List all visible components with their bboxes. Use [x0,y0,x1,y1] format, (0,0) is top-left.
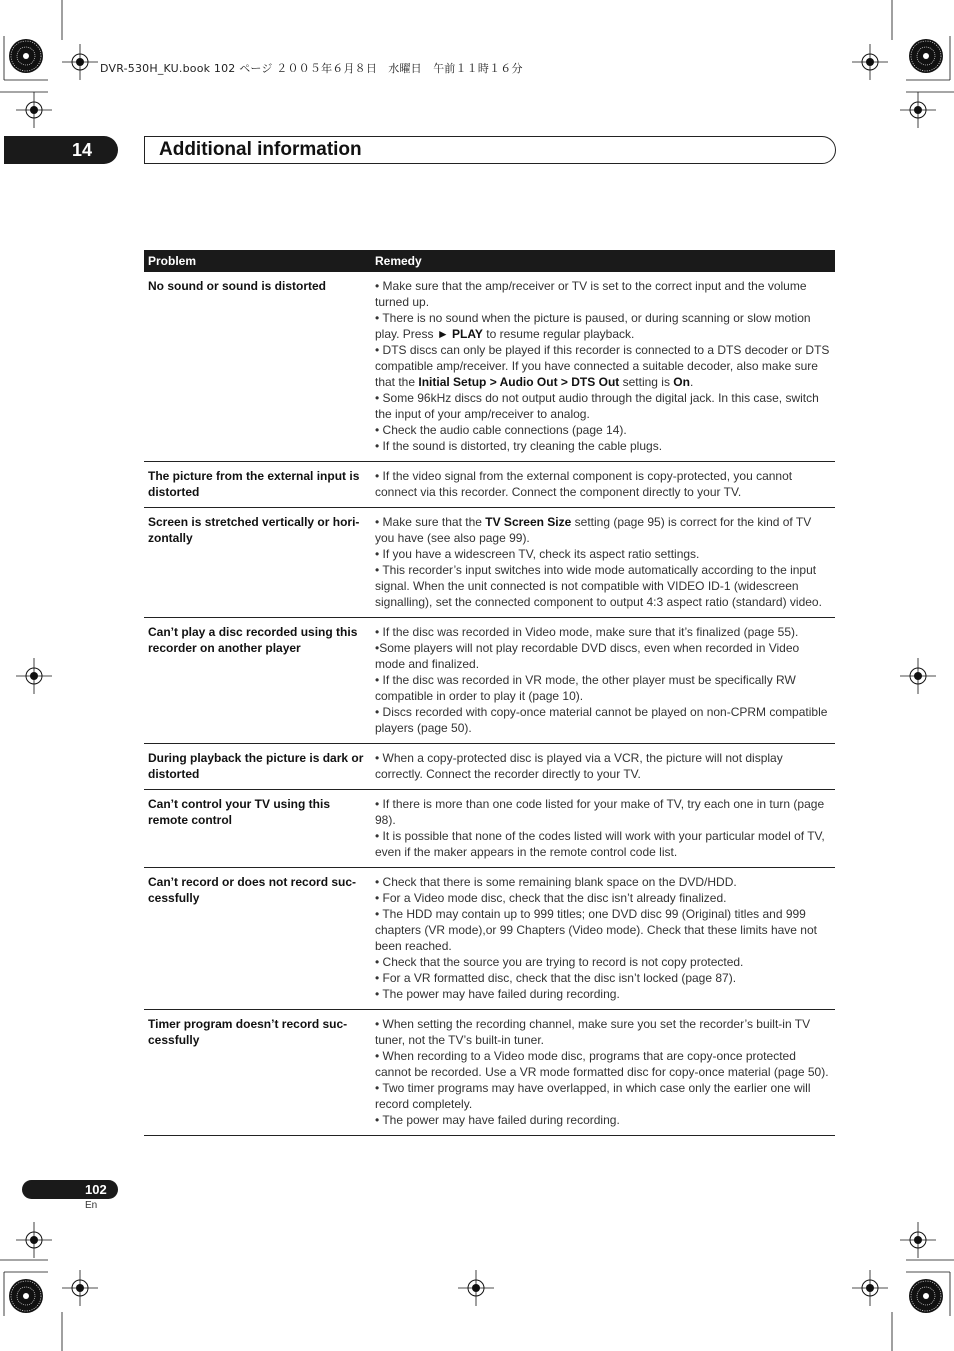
chapter-title-box [144,136,836,164]
remedy-text: • If there is more than one code listed for your make of TV, try each one in turn (page 98). [375,797,825,827]
remedy-emphasis: Initial Setup > Audio Out > DTS Out [418,375,620,389]
remedy-item [375,468,830,500]
remedy-item [375,342,830,390]
remedy-text: • Make sure that the [375,515,486,529]
table-row [144,868,835,1010]
remedy-item [375,970,830,986]
problem-cell: Can’t play a disc recorded using this recorder on another player [144,618,370,744]
table-row [144,272,835,462]
remedy-text: • Check that the source you are trying to record is not copy protected. [375,955,744,969]
remedy-text: • If the sound is distorted, try cleaning the cable plugs. [375,439,663,453]
remedy-item [375,672,830,704]
remedy-text: • DTS discs can only be played if this recorder is connected to a DTS decoder or DTS compatible amp/receiver. If you have connected a suitable decoder, also make sure that the [375,343,830,389]
remedy-text: setting (page 95) is correct for the kind of TV you have (see also page 99). [375,515,812,545]
remedy-cell [370,744,835,790]
remedy-text: • Check that there is some remaining blank space on the DVD/HDD. [375,875,737,889]
remedy-cell [370,272,835,462]
chapter-number: 14 [72,140,93,160]
remedy-item [375,422,830,438]
remedy-cell [370,1010,835,1136]
remedy-emphasis: ► PLAY [436,327,483,341]
remedy-item [375,640,830,672]
remedy-item [375,796,830,828]
remedy-item [375,750,830,782]
remedy-text: • Some 96kHz discs do not output audio through the digital jack. In this case, switch the input of your amp/receiver to analog. [375,391,819,421]
remedy-text: setting is [619,375,674,389]
remedy-item [375,890,830,906]
remedy-text: • If you have a widescreen TV, check its aspect ratio settings. [375,547,700,561]
remedy-text: • There is no sound when the picture is paused, or during scanning or slow motion play. Press [375,311,811,341]
problem-cell: Screen is stretched vertically or hori-zontally [144,508,370,618]
remedy-item [375,514,830,546]
remedy-cell [370,508,835,618]
problem-cell: The picture from the external input is distorted [144,462,370,508]
remedy-text: • If the disc was recorded in VR mode, the other player must be specifically RW compatible in order to play it (page 10). [375,673,796,703]
remedy-text: • For a VR formatted disc, check that the disc isn’t locked (page 87). [375,971,737,985]
column-header-remedy: Remedy [370,250,835,272]
remedy-item [375,562,830,610]
remedy-text: • This recorder’s input switches into wide mode automatically according to the input signal. When the unit connected is not compatible with VIDEO ID-1 (widescreen signalling), set the connected component to output 4:3 aspect ratio (standard) video. [375,563,822,609]
page-number: 102 [85,1182,107,1197]
remedy-emphasis: TV Screen Size [485,515,572,529]
remedy-item [375,704,830,736]
table-row [144,1010,835,1136]
remedy-item [375,438,830,454]
remedy-item [375,310,830,342]
remedy-text: • When a copy-protected disc is played via a VCR, the picture will not display correctly. Connect the recorder directly to your TV. [375,751,783,781]
remedy-item [375,546,830,562]
remedy-text: • It is possible that none of the codes listed will work with your particular model of TV, even if the maker appears in the remote control code list. [375,829,825,859]
remedy-text: •Some players will not play recordable DVD discs, even when recorded in Video mode and finalized. [375,641,800,671]
remedy-item [375,1016,830,1048]
remedy-cell [370,790,835,868]
chapter-title: Additional information [159,139,362,160]
table-row [144,508,835,618]
remedy-text: • Discs recorded with copy-once material cannot be played on non-CPRM compatible players (page 50). [375,705,828,735]
remedy-text: to resume regular playback. [482,327,635,341]
problem-cell: Can’t control your TV using this remote control [144,790,370,868]
remedy-text: • If the disc was recorded in Video mode, make sure that it’s finalized (page 55). [375,625,799,639]
remedy-item [375,954,830,970]
remedy-text: • The HDD may contain up to 999 titles; one DVD disc 99 (Original) titles and 999 chapters (VR mode),or 99 Chapters (Video mode). Check that these limits have not been reached. [375,907,817,953]
remedy-item [375,828,830,860]
remedy-item [375,986,830,1002]
remedy-item [375,278,830,310]
remedy-cell [370,462,835,508]
remedy-item [375,1112,830,1128]
remedy-text: • The power may have failed during recording. [375,987,620,1001]
page-language: En [85,1200,98,1211]
table-header-row [144,250,835,272]
table-row [144,744,835,790]
table-row [144,618,835,744]
problem-cell: During playback the picture is dark or distorted [144,744,370,790]
remedy-item [375,906,830,954]
column-header-problem: Problem [144,250,370,272]
remedy-text: • If the video signal from the external component is copy-protected, you cannot connect via this recorder. Connect the component directly to your TV. [375,469,793,499]
remedy-emphasis: On [673,375,690,389]
table-row [144,790,835,868]
remedy-text: • For a Video mode disc, check that the disc isn’t already finalized. [375,891,727,905]
remedy-text: . [689,375,694,389]
remedy-item [375,874,830,890]
problem-cell: Timer program doesn’t record suc-cessfully [144,1010,370,1136]
remedy-text: • Check the audio cable connections (page 14). [375,423,627,437]
remedy-text: • The power may have failed during recording. [375,1113,620,1127]
remedy-item [375,624,830,640]
remedy-text: • Two timer programs may have overlapped, in which case only the earlier one will record completely. [375,1081,811,1111]
remedy-item [375,1080,830,1112]
problem-cell: Can’t record or does not record suc-cessfully [144,868,370,1010]
remedy-item [375,1048,830,1080]
remedy-text: • Make sure that the amp/receiver or TV is set to the correct input and the volume turned up. [375,279,807,309]
troubleshooting-table [144,250,835,1136]
remedy-text: • When recording to a Video mode disc, programs that are copy-once protected cannot be recorded. Use a VR mode formatted disc for copy-once material (page 50). [375,1049,829,1079]
remedy-cell [370,618,835,744]
remedy-text: • When setting the recording channel, make sure you set the recorder’s built-in TV tuner, not the TV’s built-in tuner. [375,1017,811,1047]
remedy-cell [370,868,835,1010]
book-file-header: DVR-530H_KU.book 102 ページ ２００５年６月８日 水曜日 午前１１時１６分 [100,62,523,75]
remedy-item [375,390,830,422]
table-body [144,272,835,1136]
problem-cell: No sound or sound is distorted [144,272,370,462]
table-row [144,462,835,508]
